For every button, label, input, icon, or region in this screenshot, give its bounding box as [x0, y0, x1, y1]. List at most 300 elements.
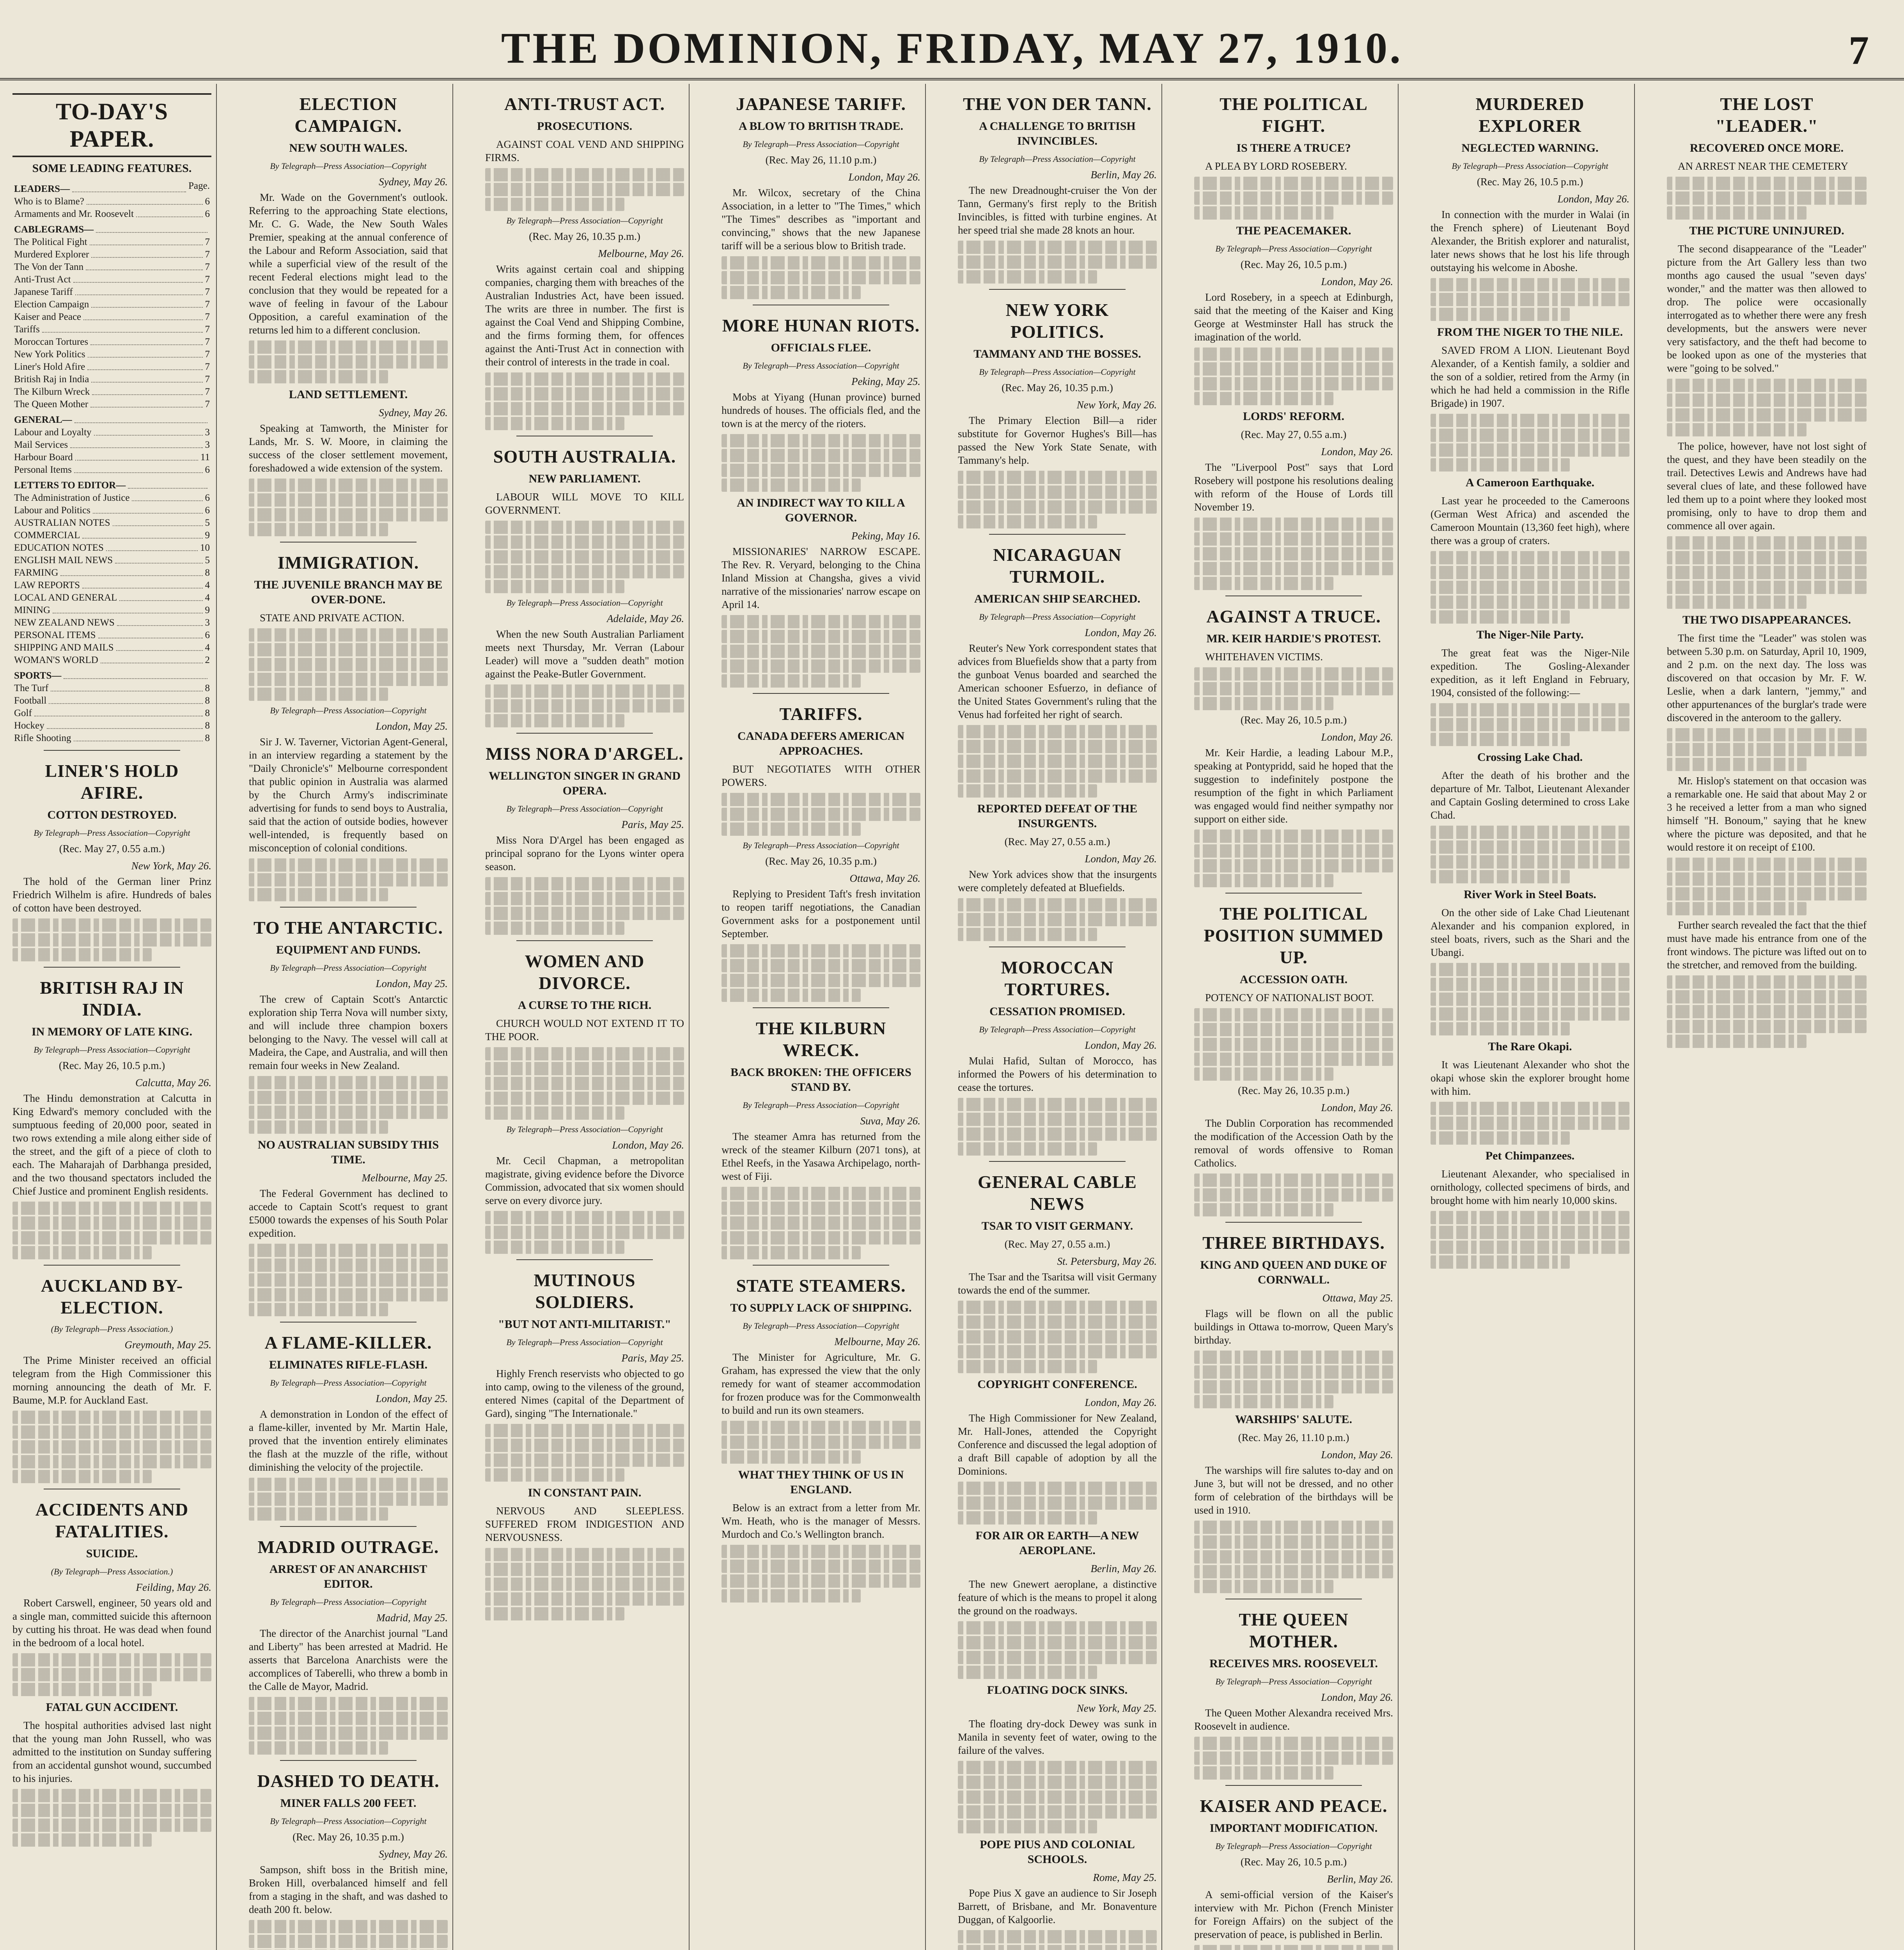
divider: [516, 733, 653, 734]
dateline: London, May 25.: [376, 1393, 448, 1404]
body-text-continuation: [485, 1241, 624, 1254]
contents-item-page: 9: [205, 605, 210, 615]
press-credit: By Telegraph—Press Association—Copyright: [1215, 1841, 1372, 1851]
contents-item-label: Who is to Blame?: [14, 196, 84, 207]
body-text-continuation: [485, 1062, 684, 1075]
press-credit: By Telegraph—Press Association—Copyright: [506, 216, 663, 225]
dateline: London, May 26.: [1321, 731, 1393, 743]
body-text-continuation: [1194, 1038, 1393, 1051]
body-text-continuation: [1194, 667, 1393, 681]
article-subhead: AN INDIRECT WAY TO KILL A GOVERNOR.: [737, 496, 905, 524]
body-text-continuation: [958, 898, 1157, 911]
article: [1194, 1599, 1393, 1780]
dateline: Peking, May 25.: [851, 376, 920, 387]
dateline: London, May 26.: [848, 171, 920, 183]
press-credit: By Telegraph—Press Association—Copyright: [506, 1337, 663, 1347]
article: [485, 596, 684, 727]
body-text-continuation: [1431, 855, 1629, 869]
leader-dots: [47, 720, 203, 729]
leader-dots: [115, 554, 202, 564]
contents-item-label: Japanese Tariff: [14, 287, 73, 297]
article-body: A demonstration in London of the effect of a flame-killer, invented by Mr. Martin Hale, proved that the invention entirely eliminates the flash at the muzzle of the rifle, without diminishing the velocity of the projectile.: [249, 1408, 448, 1473]
article-body: Mr. Wilcox, secretary of the China Association, in a letter to "The Times," which "The Times" describes as "important and convincing," shows that the new Japanese tariff will be a serious blow to British trade.: [722, 187, 920, 252]
contents-item-label: Anti-Trust Act: [14, 274, 71, 285]
article-subhead: MINER FALLS 200 FEET.: [280, 1797, 417, 1810]
article-subhead: The Niger-Nile Party.: [1476, 628, 1584, 641]
leader-dots: [82, 529, 202, 539]
body-text-continuation: [958, 515, 1097, 528]
body-text-continuation: [1194, 1945, 1393, 1950]
body-text-continuation: [958, 784, 1097, 798]
body-text-continuation: [722, 989, 861, 1002]
masthead: [0, 0, 1904, 80]
body-text-continuation: [722, 1231, 920, 1244]
body-text-continuation: [958, 740, 1157, 753]
body-text-continuation: [249, 1076, 448, 1089]
article: [1431, 1039, 1629, 1145]
leader-dots: [83, 311, 202, 320]
body-text-continuation: [1194, 830, 1393, 843]
article-headline: WOMEN AND DIVORCE.: [525, 951, 645, 993]
article-headline: KAISER AND PEACE.: [1200, 1796, 1388, 1816]
body-text-continuation: [722, 823, 861, 836]
article-body: Robert Carswell, engineer, 50 years old and a single man, committed suicide this afternoon by cutting his throat. He was dead when found in the bedroom of a local hotel.: [12, 1597, 211, 1649]
contents-item-label: Personal Items: [14, 464, 72, 475]
article-subhead: Crossing Lake Chad.: [1477, 751, 1583, 764]
body-text-continuation: [1667, 423, 1806, 436]
article-body: The floating dry-dock Dewey was sunk in Manila in seventy feet of water, owing to the failure of the valves.: [958, 1718, 1157, 1756]
article: [12, 1700, 211, 1847]
contents-item-page: 3: [205, 617, 210, 628]
body-text-continuation: [958, 1930, 1157, 1943]
article-subhead: AMERICAN SHIP SEARCHED.: [974, 592, 1140, 605]
article-body: POTENCY OF NATIONALIST BOOT.: [1205, 992, 1374, 1003]
body-text-continuation: [1194, 577, 1333, 590]
body-text-continuation: [722, 464, 920, 477]
article-subhead: SUICIDE.: [86, 1547, 138, 1560]
press-credit: By Telegraph—Press Association—Copyright: [979, 612, 1136, 622]
article: [722, 1265, 920, 1464]
leader-dots: [91, 373, 202, 383]
body-text-continuation: [1667, 394, 1867, 407]
leader-dots: [90, 336, 202, 345]
leader-dots: [86, 261, 202, 270]
body-text-continuation: [1431, 1131, 1570, 1145]
article-body: A semi-official version of the Kaiser's interview with Mr. Pichon (French Minister for Foreign Affairs) on the subject of the preservation of peace, is published in Berlin.: [1194, 1889, 1393, 1940]
article: [249, 1322, 448, 1521]
press-credit: By Telegraph—Press Association—Copyright: [270, 706, 427, 715]
column-2: [244, 84, 453, 1950]
contents-item: [14, 682, 210, 695]
article-body: WHITEHAVEN VICTIMS.: [1205, 651, 1323, 663]
contents-item-label: PERSONAL ITEMS: [14, 630, 96, 640]
press-credit: (By Telegraph—Press Association.): [51, 1567, 173, 1576]
body-text-continuation: [958, 1761, 1157, 1774]
column-4: [717, 84, 926, 1950]
press-credit: By Telegraph—Press Association—Copyright: [34, 828, 190, 838]
contents-item-page: 7: [205, 262, 210, 272]
article-body: Sir J. W. Taverner, Victorian Agent-General, in an interview regarding a statement by the "Daily Chronicle's" Melbourne correspondent that public opinion in Australia was alarmed by the Church Army's indiscriminate advertising for funds to send boys to Australia, said that the action of outside bodies, however well-intended, is frequently based on misconception of colonial conditions.: [249, 736, 448, 854]
body-text-continuation: [485, 417, 624, 430]
body-text-continuation: [485, 580, 624, 593]
dateline: Berlin, May 26.: [1090, 1563, 1157, 1574]
article-subhead: ACCESSION OATH.: [1239, 973, 1348, 986]
article-headline: ELECTION CAMPAIGN.: [294, 94, 402, 136]
press-credit: (By Telegraph—Press Association.): [51, 1324, 173, 1334]
article: [249, 1526, 448, 1755]
body-text-continuation: [1667, 975, 1867, 989]
body-text-continuation: [12, 1440, 211, 1454]
contents-item: [14, 298, 210, 311]
article-headline: STATE STEAMERS.: [736, 1276, 906, 1296]
article: [958, 947, 1157, 1156]
received-stamp: (Rec. May 26, 10.5 p.m.): [59, 1060, 165, 1071]
dateline: Rome, May 25.: [1093, 1872, 1157, 1883]
article-body: AN ARREST NEAR THE CEMETERY: [1678, 160, 1849, 172]
dateline: Sydney, May 26.: [379, 176, 448, 188]
article-headline: MUTINOUS SOLDIERS.: [534, 1270, 636, 1312]
article-headline: ANTI-TRUST ACT.: [504, 94, 665, 114]
leader-dots: [75, 286, 203, 295]
article-body: Mobs at Yiyang (Hunan province) burned hundreds of houses. The officials fled, and the town is at the mercy of the rioters.: [722, 391, 920, 429]
column-3: [480, 84, 690, 1950]
body-text-continuation: [1194, 191, 1393, 205]
contents-item-label: Golf: [14, 708, 32, 718]
press-credit: By Telegraph—Press Association—Copyright: [1452, 161, 1608, 171]
article: [722, 305, 920, 492]
body-text-continuation: [1667, 1035, 1806, 1048]
column-articles: [722, 93, 920, 1603]
body-text-continuation: [722, 1216, 920, 1230]
article-subhead: TSAR TO VISIT GERMANY.: [981, 1220, 1133, 1232]
contents-item: [14, 361, 210, 373]
body-text-continuation: [1431, 963, 1629, 976]
article-body: The "Liverpool Post" says that Lord Rosebery will postpone his resolutions dealing with reform of the House of Lords till November 19.: [1194, 461, 1393, 513]
article: [1667, 93, 1867, 220]
body-text-continuation: [1667, 743, 1867, 756]
dateline: Ottawa, May 25.: [1322, 1292, 1393, 1304]
press-credit: By Telegraph—Press Association—Copyright: [1215, 244, 1372, 254]
article-headline: SOUTH AUSTRALIA.: [493, 447, 676, 466]
article: [12, 967, 211, 1259]
contents-item: [14, 542, 210, 554]
body-text-continuation: [485, 922, 624, 935]
article-body: The High Commissioner for New Zealand, Mr. Hall-Jones, attended the Copyright Conference and discussed the legal adoption of a draft Bill capable of adoption by all the Dominions.: [958, 1412, 1157, 1477]
body-text-continuation: [249, 370, 388, 383]
body-text-continuation: [1431, 993, 1629, 1006]
body-text-continuation: [485, 1226, 684, 1239]
body-text-continuation: [485, 372, 684, 386]
body-text-continuation: [1194, 1008, 1393, 1021]
article: [485, 733, 684, 935]
body-text-continuation: [1667, 408, 1867, 422]
article-subhead: Pet Chimpanzees.: [1485, 1149, 1575, 1162]
contents-item: [14, 411, 210, 426]
column-articles: [12, 760, 211, 1847]
body-text-continuation: [1194, 1380, 1393, 1393]
body-text-continuation: [249, 1288, 448, 1301]
contents-item-label: New York Politics: [14, 349, 85, 360]
leader-dots: [90, 398, 202, 408]
contents-item-label: Harbour Board: [14, 452, 73, 463]
article-body: Mr. Wade on the Government's outlook. Referring to the approaching State elections, Mr. C. G. Wade, the New South Wales Premier, speaking at the annual conference of the Labour and Reform Association, said that while a superficial view of the result of the recent Federal elections might lead to the conclusion that they would be repeated for a wave of feeling in favour of the Labour Opposition, a careful examination of the returns led him to a different conclusion.: [249, 191, 448, 336]
body-text-continuation: [1194, 1766, 1333, 1780]
article: [1431, 1149, 1629, 1269]
received-stamp: (Rec. May 26, 11.10 p.m.): [765, 154, 877, 166]
contents-item-page: 2: [205, 655, 210, 665]
body-text-continuation: [1667, 379, 1867, 392]
article: [1194, 713, 1393, 887]
article: [1431, 93, 1629, 321]
dateline: London, May 26.: [1085, 1397, 1157, 1408]
body-text-continuation: [1194, 177, 1393, 190]
dateline: London, May 26.: [1321, 1102, 1393, 1113]
contents-item-label: Tariffs: [14, 324, 40, 335]
body-text-continuation: [249, 1120, 388, 1134]
article: [1667, 613, 1867, 771]
contents-item-page: 11: [200, 452, 210, 463]
dateline: Melbourne, May 25.: [362, 1172, 448, 1184]
body-text-continuation: [485, 714, 624, 727]
received-stamp: (Rec. May 26, 11.10 p.m.): [1238, 1432, 1349, 1443]
article-subhead: FLOATING DOCK SINKS.: [987, 1684, 1128, 1696]
body-text-continuation: [722, 1202, 920, 1215]
body-text-continuation: [1667, 177, 1867, 190]
article-body: The first time the "Leader" was stolen was between 5.30 p.m. on Saturday, April 10, 1909, and 2 p.m. on the next day. The loss was discovered on that occasion by Mr. F. W. Leslie, when a dark lantern, "jemmy," and other appurtenances of the burglar's trade were discovered in the anteroom to the gallery.: [1667, 632, 1867, 723]
article-body: The crew of Captain Scott's Antarctic exploration ship Terra Nova will number sixty, and will include three champion boxers belonging to the Navy. The vessel will call at Madeira, the Cape, and Australia, and will then remain four weeks in New Zealand.: [249, 993, 448, 1071]
body-text-continuation: [1194, 362, 1393, 376]
body-text-continuation: [722, 659, 920, 673]
article-subhead: TO SUPPLY LACK OF SHIPPING.: [730, 1301, 912, 1314]
contents-item: [14, 695, 210, 707]
article-subhead: IMPORTANT MODIFICATION.: [1209, 1822, 1378, 1835]
article-headline: THE QUEEN MOTHER.: [1239, 1610, 1349, 1651]
article-subhead: The Rare Okapi.: [1488, 1040, 1572, 1053]
contents-item-page: 5: [205, 518, 210, 528]
body-text-continuation: [722, 449, 920, 462]
article-body: It was Lieutenant Alexander who shot the okapi whose skin the explorer brought home with him.: [1431, 1059, 1629, 1097]
press-credit: By Telegraph—Press Association—Copyright: [270, 161, 427, 171]
body-text-continuation: [249, 673, 448, 686]
article-body: AGAINST COAL VEND AND SHIPPING FIRMS.: [485, 138, 684, 163]
body-text-continuation: [12, 918, 211, 932]
body-text-continuation: [485, 402, 684, 415]
article: [1431, 628, 1629, 746]
body-text-continuation: [958, 486, 1157, 499]
contents-item-label: COMMERCIAL: [14, 530, 80, 541]
body-text-continuation: [12, 1455, 211, 1468]
body-text-continuation: [249, 340, 448, 354]
body-text-continuation: [1194, 1550, 1393, 1564]
received-stamp: (Rec. May 26, 10.5 p.m.): [1240, 259, 1347, 270]
leader-dots: [70, 439, 202, 448]
article-body: Speaking at Tamworth, the Minister for Lands, Mr. S. W. Moore, in claiming the success of the closer settlement movement, foreshadowed a wide extension of the system.: [249, 422, 448, 474]
leader-dots: [101, 654, 203, 663]
body-text-continuation: [1194, 532, 1393, 546]
dateline: London, May 26.: [1321, 1691, 1393, 1703]
article-subhead: A CURSE TO THE RICH.: [518, 999, 652, 1012]
column-articles: [958, 93, 1157, 1950]
body-text-continuation: [722, 434, 920, 447]
article-subhead: THE TWO DISAPPEARANCES.: [1682, 613, 1851, 626]
press-credit: By Telegraph—Press Association—Copyright: [743, 139, 899, 149]
body-text-continuation: [1667, 758, 1806, 771]
article-body: Mulai Hafid, Sultan of Morocco, has informed the Powers of his determination to cease the tortures.: [958, 1055, 1157, 1093]
contents-item-label: Football: [14, 695, 47, 706]
divider: [516, 1259, 653, 1260]
body-text-continuation: [722, 630, 920, 643]
body-text-continuation: [722, 974, 920, 987]
article-subhead: PROSECUTIONS.: [537, 120, 633, 133]
leader-dots: [53, 604, 202, 613]
body-text-continuation: [1667, 887, 1867, 901]
dateline: New York, May 26.: [1076, 399, 1157, 411]
contents-item: [14, 492, 210, 504]
body-text-continuation: [958, 1636, 1157, 1649]
article-subhead: WARSHIPS' SALUTE.: [1235, 1413, 1353, 1426]
contents-item-page: 7: [205, 362, 210, 372]
article: [1431, 325, 1629, 472]
contents-item-page: 7: [205, 349, 210, 360]
contents-item: [14, 373, 210, 386]
article: [722, 839, 920, 1002]
divider: [1225, 1222, 1362, 1223]
body-text-continuation: [722, 793, 920, 806]
body-text-continuation: [958, 725, 1157, 738]
article-subhead: REPORTED DEFEAT OF THE INSURGENTS.: [977, 802, 1138, 830]
body-text-continuation: [485, 1454, 684, 1467]
article: [12, 760, 211, 961]
article-body: The new Gnewert aeroplane, a distinctive feature of which is the means to propel it along the ground on the roadways.: [958, 1578, 1157, 1617]
article-headline: THE POLITICAL POSITION SUMMED UP.: [1204, 904, 1384, 967]
article-body: Lord Rosebery, in a speech at Edinburgh, said that the meeting of the Kaiser and King George at Westminster Hall has struck the imagination of the world.: [1194, 291, 1393, 343]
article: [249, 1760, 448, 1950]
body-text-continuation: [1667, 596, 1806, 609]
body-text-continuation: [1667, 858, 1867, 871]
contents-item-page: 7: [205, 312, 210, 322]
article-body: The Dublin Corporation has recommended the modification of the Accession Oath by the removal of words offensive to Roman Catholics.: [1194, 1117, 1393, 1169]
article: [958, 1161, 1157, 1373]
leader-dots: [93, 504, 203, 514]
divider: [1225, 1785, 1362, 1786]
body-text-continuation: [12, 948, 152, 961]
received-stamp: (Rec. May 27, 0.55 a.m.): [1241, 429, 1347, 440]
contents-item-label: The Von der Tann: [14, 262, 84, 272]
body-text-continuation: [249, 1273, 448, 1287]
leader-dots: [91, 298, 202, 308]
dateline: Sydney, May 26.: [379, 407, 448, 418]
article-body: Flags will be flown on all the public buildings in Ottawa to-morrow, Queen Mary's birthday.: [1194, 1308, 1393, 1346]
divider: [989, 289, 1126, 290]
divider: [44, 1265, 180, 1266]
dateline: London, May 26.: [1085, 1039, 1157, 1051]
leader-dots: [128, 476, 207, 489]
press-credit: By Telegraph—Press Association—Copyright: [506, 804, 663, 814]
article-headline: TO THE ANTARCTIC.: [253, 918, 443, 938]
article-body: Replying to President Taft's fresh invitation to reopen tariff negotiations, the Canadian Government asks for a postponement until September.: [722, 888, 920, 940]
body-text-continuation: [1431, 610, 1570, 624]
leader-dots: [75, 451, 198, 461]
article-subhead: A CHALLENGE TO BRITISH INVINCIBLES.: [979, 120, 1136, 147]
body-text-continuation: [1194, 1565, 1393, 1578]
body-text-continuation: [12, 1653, 211, 1666]
body-text-continuation: [1667, 1020, 1867, 1033]
article: [722, 1007, 920, 1259]
body-text-continuation: [249, 873, 448, 886]
leader-dots: [119, 592, 202, 601]
body-text-continuation: [1667, 902, 1806, 915]
body-text-continuation: [485, 1047, 684, 1060]
body-text-continuation: [1194, 347, 1393, 361]
article-subhead: "BUT NOT ANTI-MILITARIST.": [498, 1318, 671, 1331]
body-text-continuation: [485, 877, 684, 890]
received-stamp: (Rec. May 27, 0.55 a.m.): [59, 843, 165, 854]
body-text-continuation: [485, 168, 684, 181]
body-text-continuation: [1194, 1580, 1333, 1593]
dateline: Ottawa, May 26.: [849, 872, 920, 884]
body-text-continuation: [1194, 1023, 1393, 1036]
article: [485, 214, 684, 430]
body-text-continuation: [249, 1303, 388, 1316]
article-body: The Prime Minister received an official telegram from the High Commissioner this morning announcing the death of Mr. F. Baume, M.P. for Auckland East.: [12, 1354, 211, 1406]
body-text-continuation: [249, 1920, 448, 1933]
contents-item: [14, 476, 210, 492]
leader-dots: [51, 682, 202, 691]
body-text-continuation: [1194, 206, 1333, 220]
article-subhead: FROM THE NIGER TO THE NILE.: [1437, 326, 1623, 339]
article: [1431, 750, 1629, 883]
body-text-continuation: [12, 1804, 211, 1817]
leader-dots: [87, 361, 202, 370]
article-subhead: ELIMINATES RIFLE-FLASH.: [269, 1358, 428, 1371]
divider: [516, 940, 653, 941]
body-text-continuation: [722, 944, 920, 957]
contents-item-label: Moroccan Tortures: [14, 337, 89, 347]
article-body: New York advices show that the insurgents were completely defeated at Bluefields.: [958, 869, 1157, 893]
body-text-continuation: [1431, 733, 1570, 746]
body-text-continuation: [485, 550, 684, 564]
press-credit: By Telegraph—Press Association—Copyright: [979, 154, 1136, 164]
body-text-continuation: [249, 628, 448, 642]
contents-item-page: 6: [205, 493, 210, 503]
contents-item: [14, 248, 210, 261]
body-text-continuation: [1194, 1365, 1393, 1379]
contents-item-page: 6: [205, 505, 210, 516]
dateline: Sydney, May 26.: [379, 1848, 448, 1860]
body-text-continuation: [958, 1127, 1157, 1141]
article: [958, 289, 1157, 528]
contents-item: [14, 642, 210, 654]
leader-dots: [72, 180, 186, 192]
dateline: Feilding, May 26.: [136, 1581, 211, 1593]
body-text-continuation: [249, 1712, 448, 1725]
article-subhead: CESSATION PROMISED.: [989, 1005, 1125, 1018]
contents-item-label: Kaiser and Peace: [14, 312, 82, 322]
contents-item: [14, 261, 210, 273]
body-text-continuation: [722, 1436, 920, 1449]
leader-dots: [113, 517, 203, 526]
body-text-continuation: [1194, 392, 1333, 405]
body-text-continuation: [1667, 551, 1867, 564]
body-text-continuation: [485, 1211, 684, 1224]
contents-item-label: The Political Fight: [14, 237, 87, 247]
contents-item-label: MINING: [14, 605, 51, 615]
contents-item: [14, 220, 210, 236]
article: [958, 1837, 1157, 1950]
body-text-continuation: [12, 1819, 211, 1832]
body-text-continuation: [1431, 703, 1629, 716]
article-subhead: POPE PIUS AND COLONIAL SCHOOLS.: [980, 1838, 1135, 1866]
